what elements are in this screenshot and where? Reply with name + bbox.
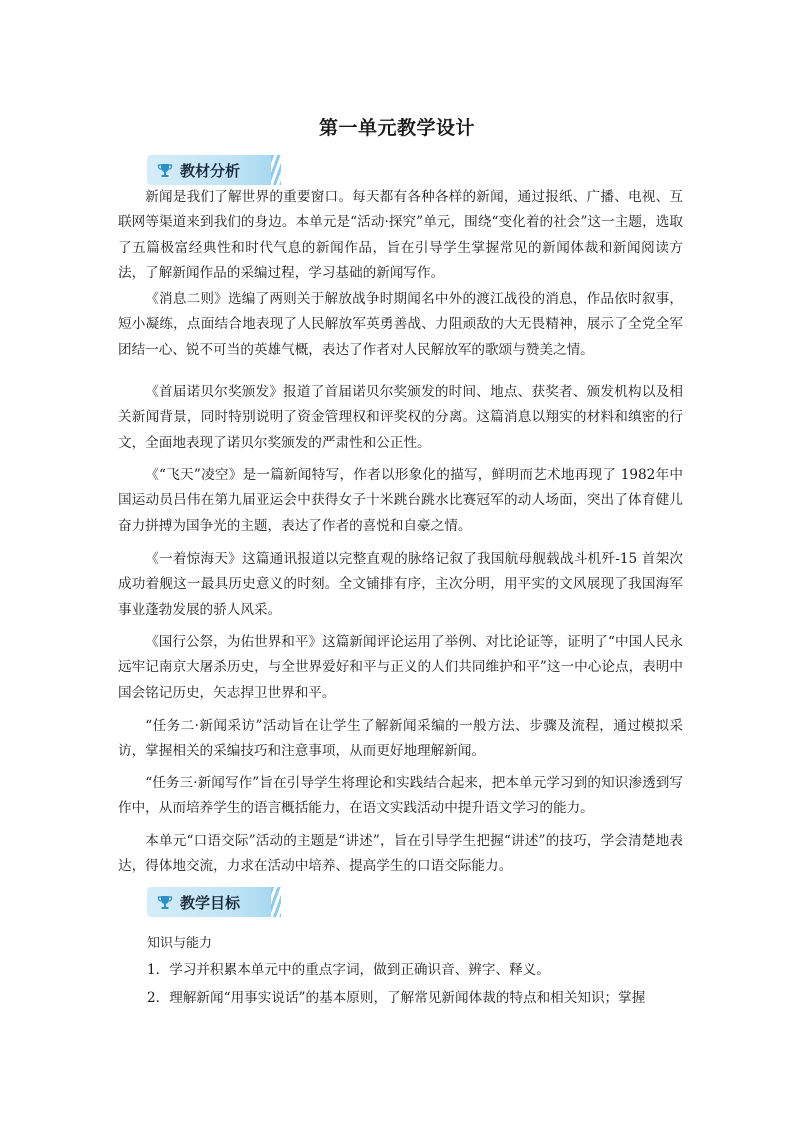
section-label-goals: 教学目标 <box>180 894 241 912</box>
paragraph-xiaoxi: 《消息二则》选编了两则关于解放战争时期闻名中外的渡江战役的消息，作品依时叙事，短小凝练，点面结合地表现了人民解放军英勇善战、力阻顽敌的大无畏精神，展示了全党全军团结一心、锐不可当的英雄气概，表达了作者对人民解放军的歌颂与赞美之情。 <box>118 291 683 358</box>
section-label-materials: 教材分析 <box>180 162 241 180</box>
paragraph-task2: “任务二·新闻采访”活动旨在让学生了解新闻采编的一般方法、步骤及流程，通过模拟采访，掌握相关的采编技巧和注意事项，从而更好地理解新闻。 <box>118 718 683 760</box>
trophy-icon <box>157 894 173 910</box>
paragraph-intro: 新闻是我们了解世界的重要窗口。每天都有各种各样的新闻，通过报纸、广播、电视、互联网等渠道来到我们的身边。本单元是“活动·探究”单元，围绕“变化着的社会”这一主题，选取了五篇极富经典性和时代气息的新闻作品，旨在引导学生掌握常见的新闻体裁和新闻阅读方法，了解新闻作品的采编过程，学习基础的新闻写作。 <box>118 189 683 282</box>
subheading-knowledge: 知识与能力 <box>147 936 213 951</box>
paragraph-nobel: 《首届诺贝尔奖颁发》报道了首届诺贝尔奖颁发的时间、地点、获奖者、颁发机构以及相关新闻背景，同时特别说明了资金管理权和评奖权的分离。这篇消息以翔实的材料和缜密的行文，全面地表现了诺贝尔奖颁发的严肃性和公正性。 <box>118 384 683 451</box>
paragraph-haitian: 《一着惊海天》这篇通讯报道以完整直观的脉络记叙了我国航母舰载战斗机歼-15 首架次成功着舰这一最具历史意义的时刻。全文铺排有序，主次分明，用平实的文风展现了我国海军事业蓬勃发展的骄人风采。 <box>118 551 683 618</box>
paragraph-feitian: 《“飞天”凌空》是一篇新闻特写，作者以形象化的描写，鲜明而艺术地再现了 1982年中国运动员吕伟在第九届亚运会中获得女子十米跳台跳水比赛冠军的动人场面，突出了体育健儿奋力拼搏为国争光的主题，表达了作者的喜悦和自豪之情。 <box>118 467 683 534</box>
paragraph-gongji: 《国行公祭，为佑世界和平》这篇新闻评论运用了举例、对比论证等，证明了“中国人民永远牢记南京大屠杀历史，与全世界爱好和平与正义的人们共同维护和平”这一中心论点，表明中国会铭记历史，矢志捍卫世界和平。 <box>118 634 683 701</box>
section-banner-goals <box>147 887 271 917</box>
goal-item-2: 2．理解新闻“用事实说话”的基本原则，了解常见新闻体裁的特点和相关知识；掌握 <box>147 990 646 1006</box>
section-banner-materials <box>147 155 271 185</box>
paragraph-oral: 本单元“口语交际”活动的主题是“讲述”，旨在引导学生把握“讲述”的技巧，学会清楚地表达，得体地交流，力求在活动中培养、提高学生的口语交际能力。 <box>118 833 683 875</box>
trophy-icon <box>157 162 173 178</box>
page-title: 第一单元教学设计 <box>318 116 475 139</box>
goal-item-1: 1．学习并积累本单元中的重点字词，做到正确识音、辨字、释义。 <box>147 962 550 978</box>
paragraph-task3: “任务三·新闻写作”旨在引导学生将理论和实践结合起来，把本单元学习到的知识渗透到写作中，从而培养学生的语言概括能力，在语文实践活动中提升语文学习的能力。 <box>118 775 683 817</box>
